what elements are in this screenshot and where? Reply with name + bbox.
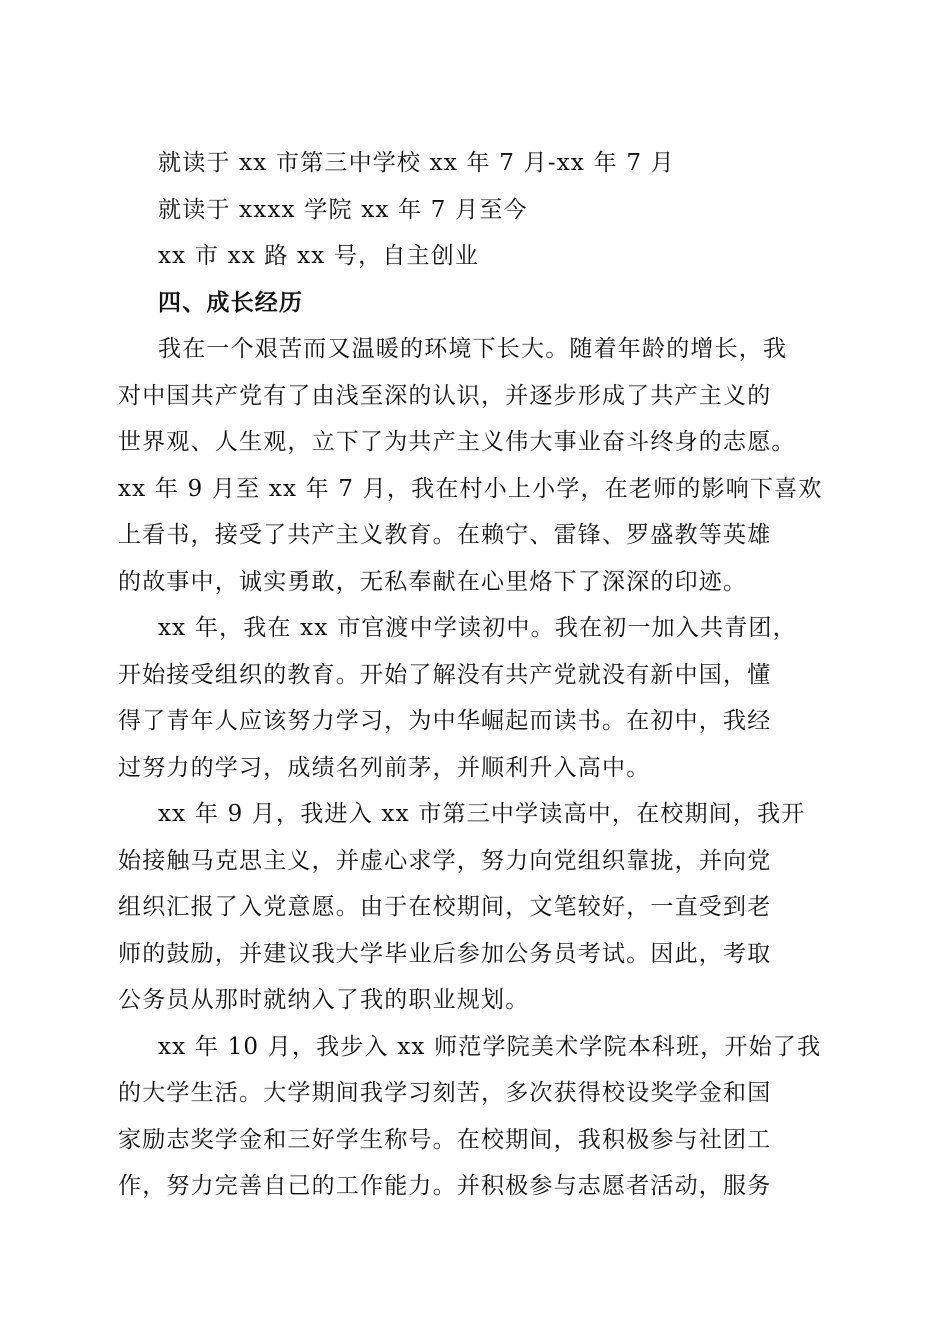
- paragraph-line: 得了青年人应该努力学习，为中华崛起而读书。在初中，我经: [118, 708, 772, 734]
- paragraph-line: 过努力的学习，成绩名列前茅，并顺利升入高中。: [118, 754, 651, 781]
- paragraph-line: 的故事中，诚实勇敢，无私奉献在心里烙下了深深的印迹。: [118, 568, 748, 595]
- paragraph-line: 我在一个艰苦而又温暖的环境下长大。随着年龄的增长，我: [158, 336, 788, 362]
- paragraph-line: 开始接受组织的教育。开始了解没有共产党就没有新中国，懂: [118, 661, 772, 688]
- paragraph-senior-high: [118, 791, 830, 1024]
- paragraph-line: 家励志奖学金和三好学生称号。在校期间，我积极参与社团工: [118, 1126, 772, 1153]
- paragraph-line: xx 年，我在 xx 市官渡中学读初中。我在初一加入共青团，: [158, 615, 797, 641]
- paragraph-line: 对中国共产党有了由浅至深的认识，并逐步形成了共产主义的: [118, 382, 772, 409]
- paragraph-line: xx 年 10 月，我步入 xx 师范学院美术学院本科班，开始了我: [158, 1033, 822, 1060]
- section-heading-growth: 四、成长经历: [158, 289, 304, 316]
- paragraph-line: xx 年 9 月，我进入 xx 市第三中学读高中，在校期间，我开: [158, 801, 806, 827]
- education-entry-high-school: 就读于 xx 市第三中学校 xx 年 7 月-xx 年 7 月: [158, 150, 675, 176]
- education-entry-college: 就读于 xxxx 学院 xx 年 7 月至今: [158, 196, 528, 223]
- paragraph-junior-high: [118, 605, 830, 791]
- paragraph-line: 师的鼓励，并建议我大学毕业后参加公务员考试。因此，考取: [118, 940, 772, 967]
- paragraph-line: 公务员从那时就纳入了我的职业规划。: [118, 987, 530, 1013]
- paragraph-line: xx 年 9 月至 xx 年 7 月，我在村小上小学，在老师的影响下喜欢: [118, 475, 823, 502]
- document-body: [118, 140, 830, 1210]
- paragraph-line: 作，努力完善自己的工作能力。并积极参与志愿者活动，服务: [118, 1173, 772, 1199]
- paragraph-line: 世界观、人生观，立下了为共产主义伟大事业奋斗终身的志愿。: [118, 429, 796, 455]
- paragraph-line: 上看书，接受了共产主义教育。在赖宁、雷锋、罗盛教等英雄: [118, 522, 772, 548]
- paragraph-line: 组织汇报了入党意愿。由于在校期间，文笔较好，一直受到老: [118, 894, 772, 920]
- paragraph-childhood: [118, 326, 830, 605]
- address-entry: xx 市 xx 路 xx 号，自主创业: [158, 243, 480, 269]
- paragraph-line: 始接触马克思主义，并虚心求学，努力向党组织靠拢，并向党: [118, 847, 772, 874]
- paragraph-university: [118, 1024, 830, 1210]
- paragraph-line: 的大学生活。大学期间我学习刻苦，多次获得校设奖学金和国: [118, 1080, 772, 1106]
